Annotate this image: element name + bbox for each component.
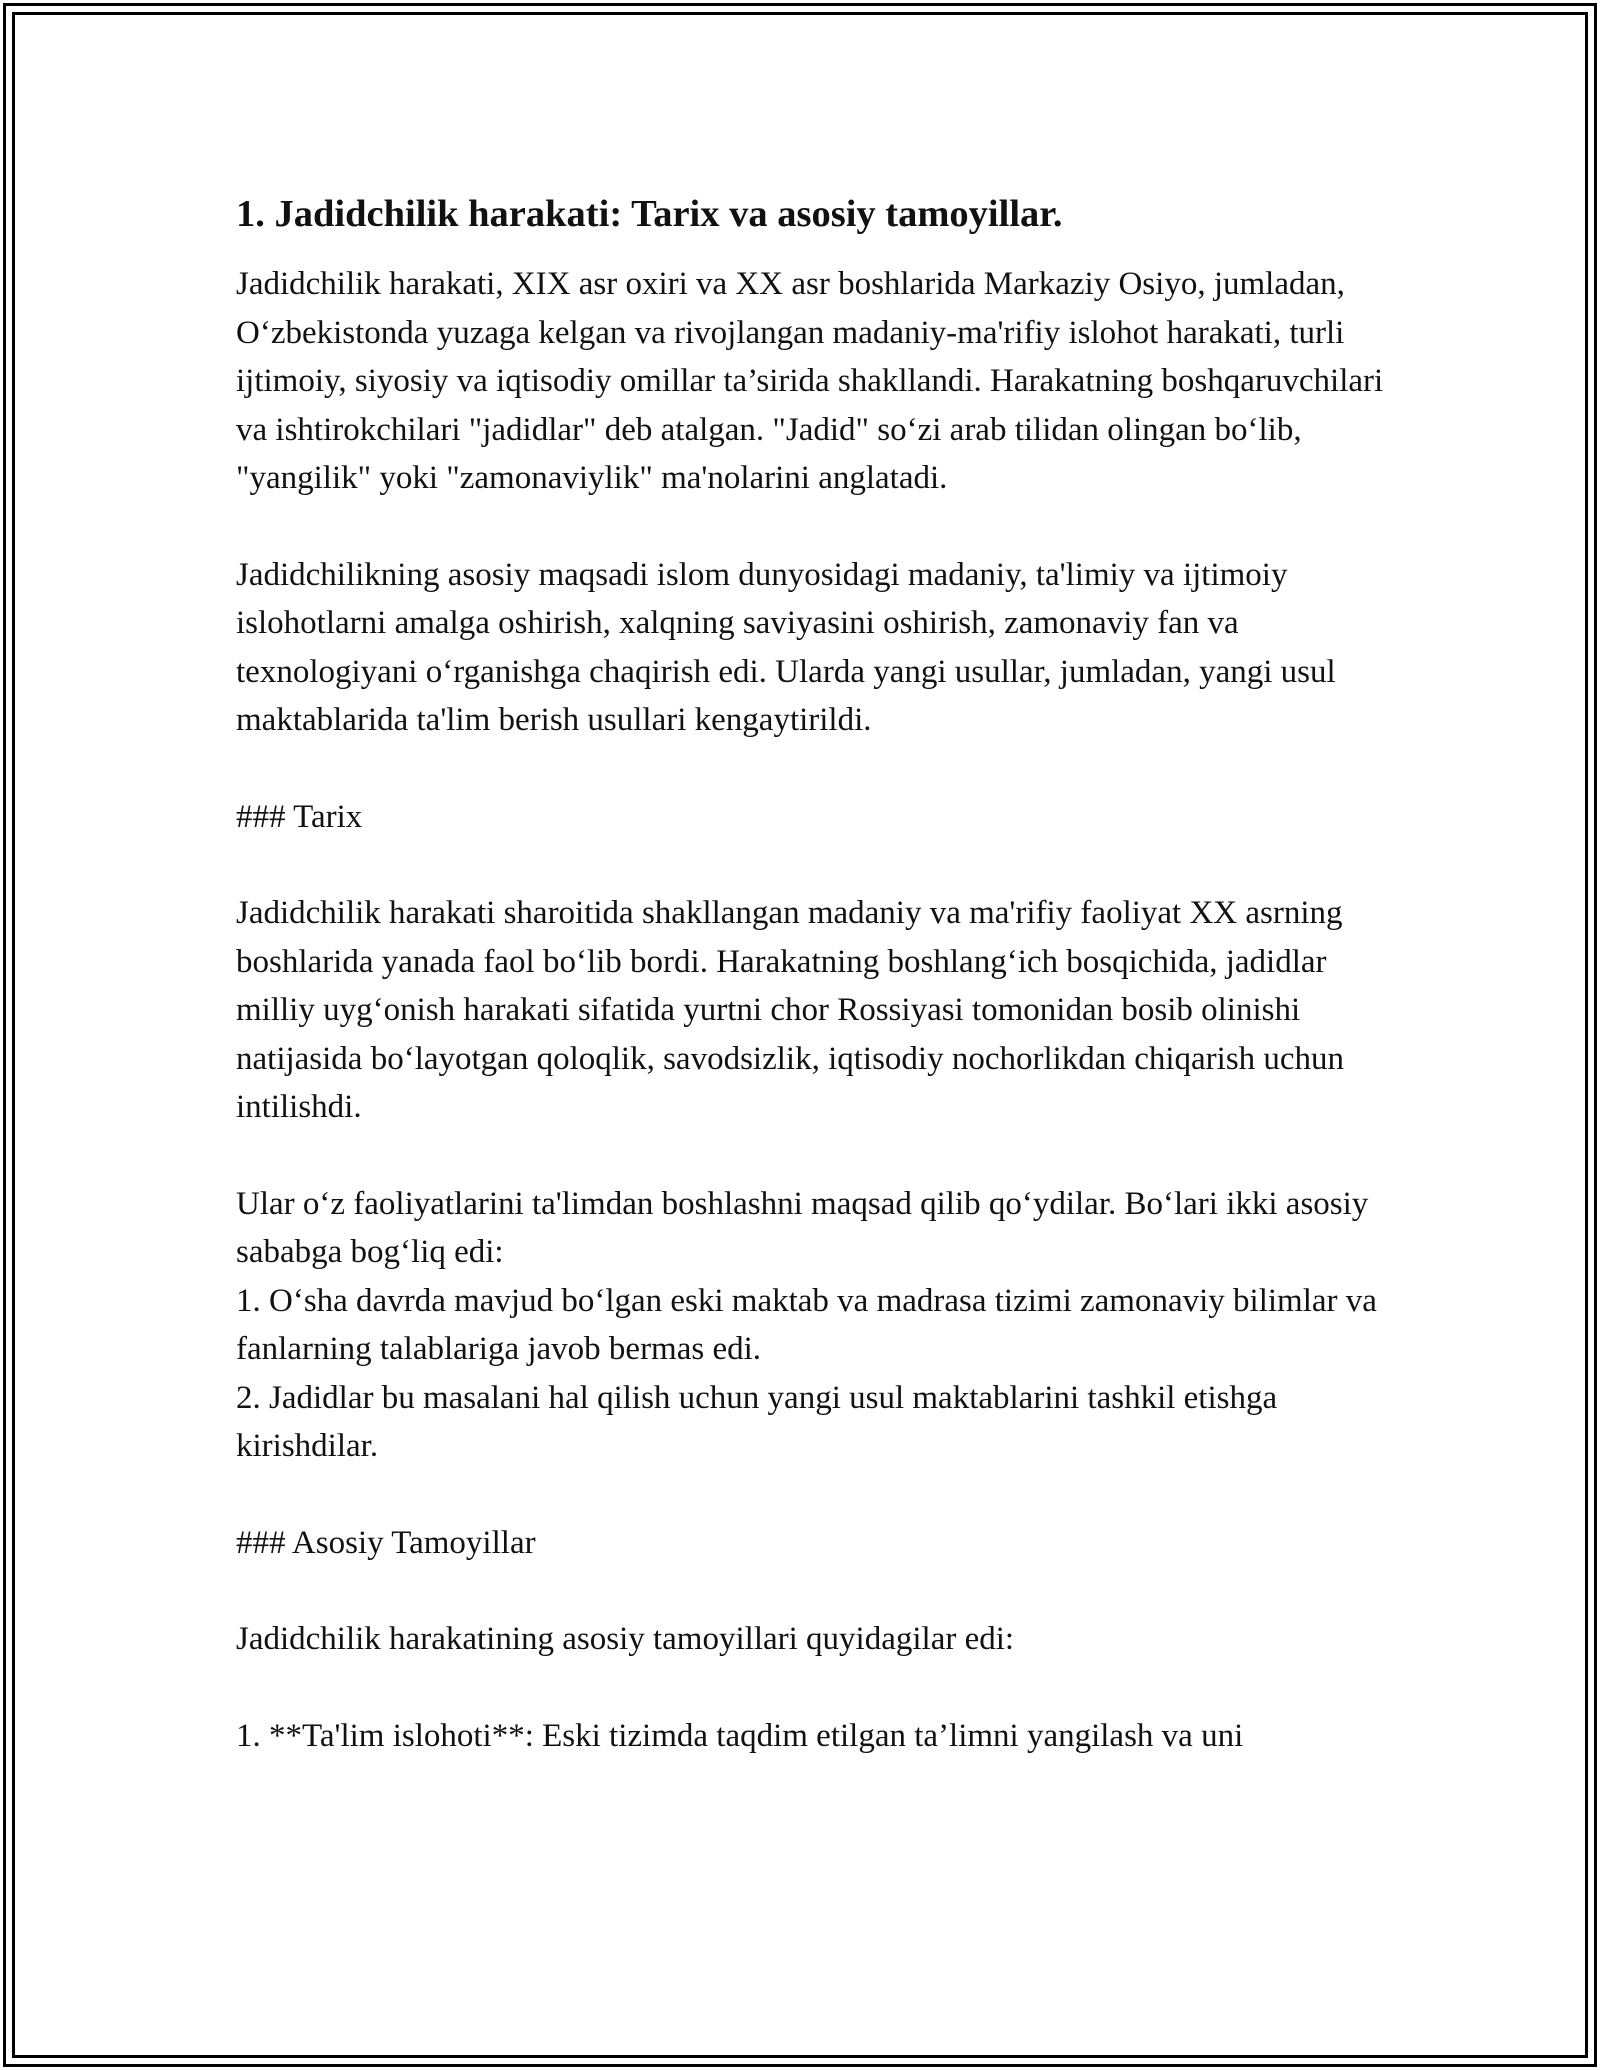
paragraph-intro: Jadidchilik harakati, XIX asr oxiri va XX asr boshlarida Markaziy Osiyo, jumladan, O‘zbekistonda yuzaga kelgan va rivojlangan madaniy-ma'rifiy islohot harakati, turli ijtimoiy, siyosiy va iqtisodiy omillar ta’sirida shakllandi. Harakatning boshqaruvchilari va ishtirokchilari "jadidlar" deb atalgan. "Jadid" so‘zi arab tilidan olingan bo‘lib, "yangilik" yoki "zamonaviylik" ma'nolarini anglatadi. [236, 266, 1392, 496]
document-title: 1. Jadidchilik harakati: Tarix va asosiy tamoyillar. [236, 193, 1063, 235]
paragraph-history: Jadidchilik harakati sharoitida shakllangan madaniy va ma'rifiy faoliyat XX asrning boshlarida yanada faol bo‘lib bordi. Harakatning boshlang‘ich bosqichida, jadidlar milliy uyg‘onish harakati sifatida yurtni chor Rossiyasi tomonidan bosib olinishi natijasida bo‘layotgan qoloqlik, savodsizlik, iqtisodiy nochorlikdan chiqarish uchun intilishdi. [236, 895, 1353, 1125]
paragraph-principles-intro: Jadidchilik harakatining asosiy tamoyillari quyidagilar edi: [236, 1621, 1015, 1657]
list-item-talim-islohoti: 1. **Ta'lim islohoti**: Eski tizimda taqdim etilgan ta’limni yangilash va uni [236, 1717, 1244, 1754]
heading-asosiy-tamoyillar: ### Asosiy Tamoyillar [236, 1524, 536, 1561]
paragraph-reasons: Ular o‘z faoliyatlarini ta'limdan boshlashni maqsad qilib qo‘ydilar. Bo‘lari ikki asosiy sababga bog‘liq edi: 1. O‘sha davrda mavjud bo‘lgan eski maktab va madrasa tizimi zamonaviy bilimlar va fanlarning talablariga javob bermas edi. 2. Jadidlar bu masalani hal qilish uchun yangi usul maktablarini tashkil etishga kirishdilar. [236, 1185, 1377, 1464]
document-body [236, 188, 1392, 1760]
heading-tarix: ### Tarix [236, 798, 363, 835]
paragraph-goal: Jadidchilikning asosiy maqsadi islom dunyosidagi madaniy, ta'limiy va ijtimoiy islohotlarni amalga oshirish, xalqning saviyasini oshirish, zamonaviy fan va texnologiyani o‘rganishga chaqirish edi. Ularda yangi usullar, jumladan, yangi usul maktablarida ta'lim berish usullari kengaytirildi. [236, 556, 1344, 738]
